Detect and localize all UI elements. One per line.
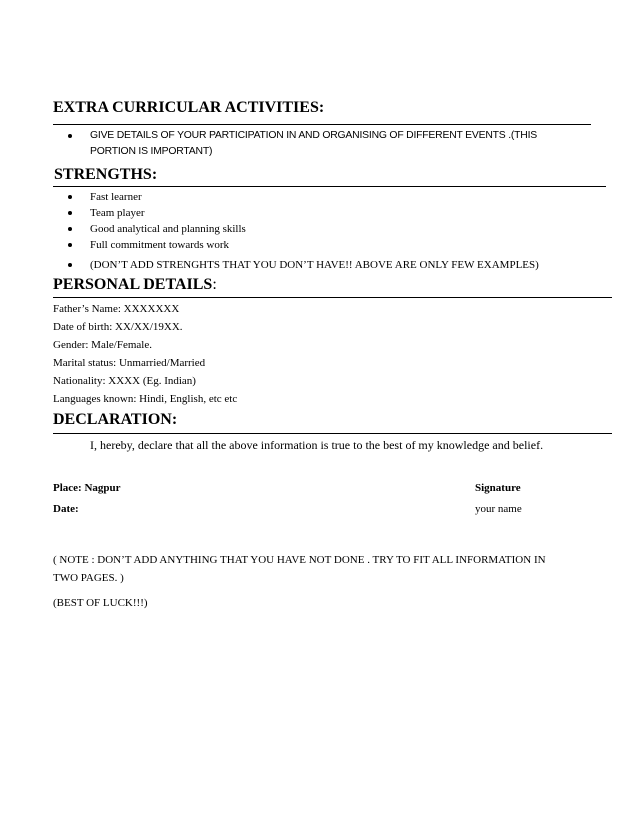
personal-details-title: PERSONAL DETAILS <box>53 276 213 293</box>
declaration-text: I, hereby, declare that all the above information is true to the best of my knowledge and belief. <box>90 438 544 452</box>
languages-known: Languages known: Hindi, English, etc etc <box>53 393 238 405</box>
personal-details-colon: : <box>212 276 217 293</box>
strength-text: Good analytical and planning skills <box>90 223 246 235</box>
strengths-note: (DON’T ADD STRENGHTS THAT YOU DON’T HAVE!! ABOVE ARE ONLY FEW EXAMPLES) <box>90 259 539 271</box>
signature-name: your name <box>475 503 522 515</box>
signature-label: Signature <box>475 482 521 494</box>
extra-curricular-line-1: GIVE DETAILS OF YOUR PARTICIPATION IN AND ORGANISING OF DIFFERENT EVENTS .(THIS <box>90 130 538 141</box>
bullet-icon <box>68 263 72 267</box>
father-name: Father’s Name: XXXXXXX <box>53 303 180 315</box>
best-of-luck: (BEST OF LUCK!!!) <box>53 597 148 609</box>
personal-details-rule <box>53 297 612 298</box>
date-label: Date: <box>53 503 79 515</box>
strength-text: Fast learner <box>90 191 142 203</box>
place-label: Place: Nagpur <box>53 482 121 494</box>
strengths-rule <box>53 186 606 187</box>
strengths-heading: STRENGTHS: <box>54 166 158 183</box>
note-line-2: TWO PAGES. ) <box>53 572 124 584</box>
date-of-birth: Date of birth: XX/XX/19XX. <box>53 321 183 333</box>
strength-text: Team player <box>90 207 145 219</box>
bullet-icon <box>68 243 72 247</box>
bullet-icon <box>68 227 72 231</box>
declaration-rule <box>53 433 612 434</box>
nationality: Nationality: XXXX (Eg. Indian) <box>53 375 196 387</box>
marital-status: Marital status: Unmarried/Married <box>53 357 206 369</box>
bullet-icon <box>68 134 72 138</box>
extra-curricular-rule <box>53 124 591 125</box>
gender: Gender: Male/Female. <box>53 339 152 351</box>
strength-text: Full commitment towards work <box>90 239 230 251</box>
declaration-heading: DECLARATION: <box>53 411 178 428</box>
extra-curricular-line-2: PORTION IS IMPORTANT) <box>90 146 213 157</box>
note-line-1: ( NOTE : DON’T ADD ANYTHING THAT YOU HAVE NOT DONE . TRY TO FIT ALL INFORMATION IN <box>53 554 546 566</box>
personal-details-heading <box>53 276 217 294</box>
extra-curricular-heading: EXTRA CURRICULAR ACTIVITIES: <box>53 99 325 116</box>
bullet-icon <box>68 195 72 199</box>
bullet-icon <box>68 211 72 215</box>
